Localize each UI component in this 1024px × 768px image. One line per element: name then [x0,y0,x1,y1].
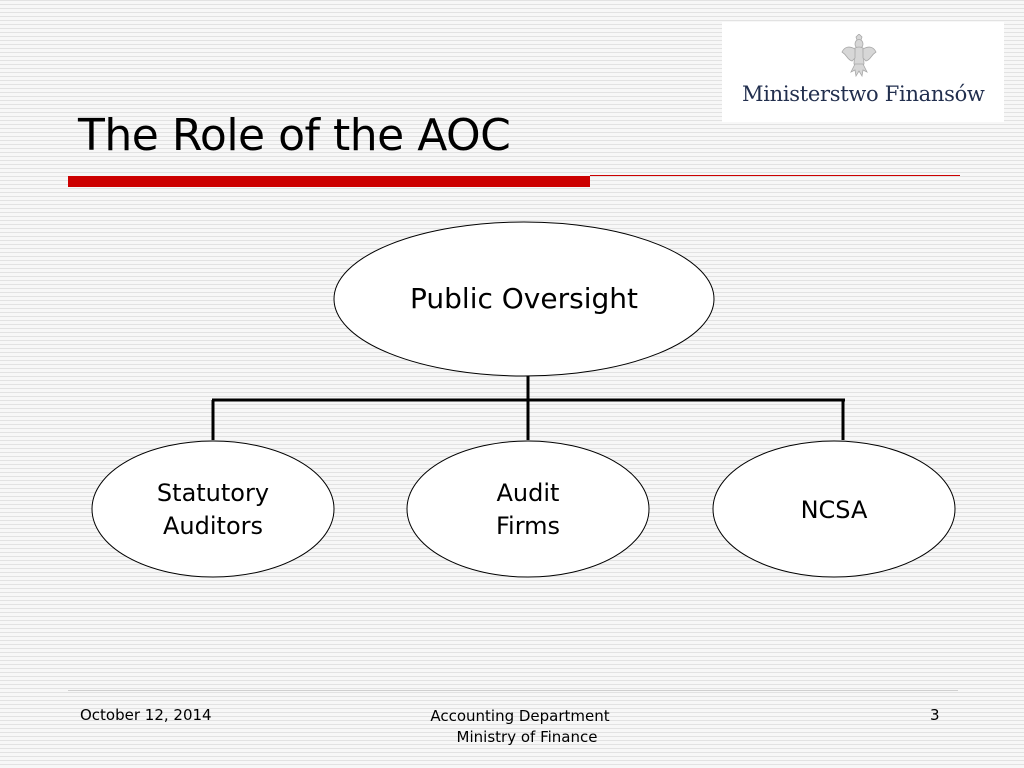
footer-department-line2: Ministry of Finance [456,728,598,746]
footer-date: October 12, 2014 [80,706,212,724]
footer-divider [68,690,958,691]
node-ncsa-line1: NCSA [800,496,868,524]
footer-department [390,706,650,748]
node-audit-firms [407,477,649,543]
logo-text: Ministerstwo Finansów [742,82,985,106]
node-ncsa [713,494,955,527]
node-public-oversight: Public Oversight [410,282,638,315]
node-audit-firms-line2: Firms [495,512,561,540]
page-number: 3 [930,706,940,724]
node-statutory-auditors-line1: Statutory [156,479,270,507]
slide-title: The Role of the AOC [78,110,511,161]
node-statutory-auditors [92,477,334,543]
footer-department-line1: Accounting Department [430,707,610,725]
node-statutory-auditors-line2: Auditors [163,512,263,540]
node-audit-firms-line1: Audit [496,479,560,507]
